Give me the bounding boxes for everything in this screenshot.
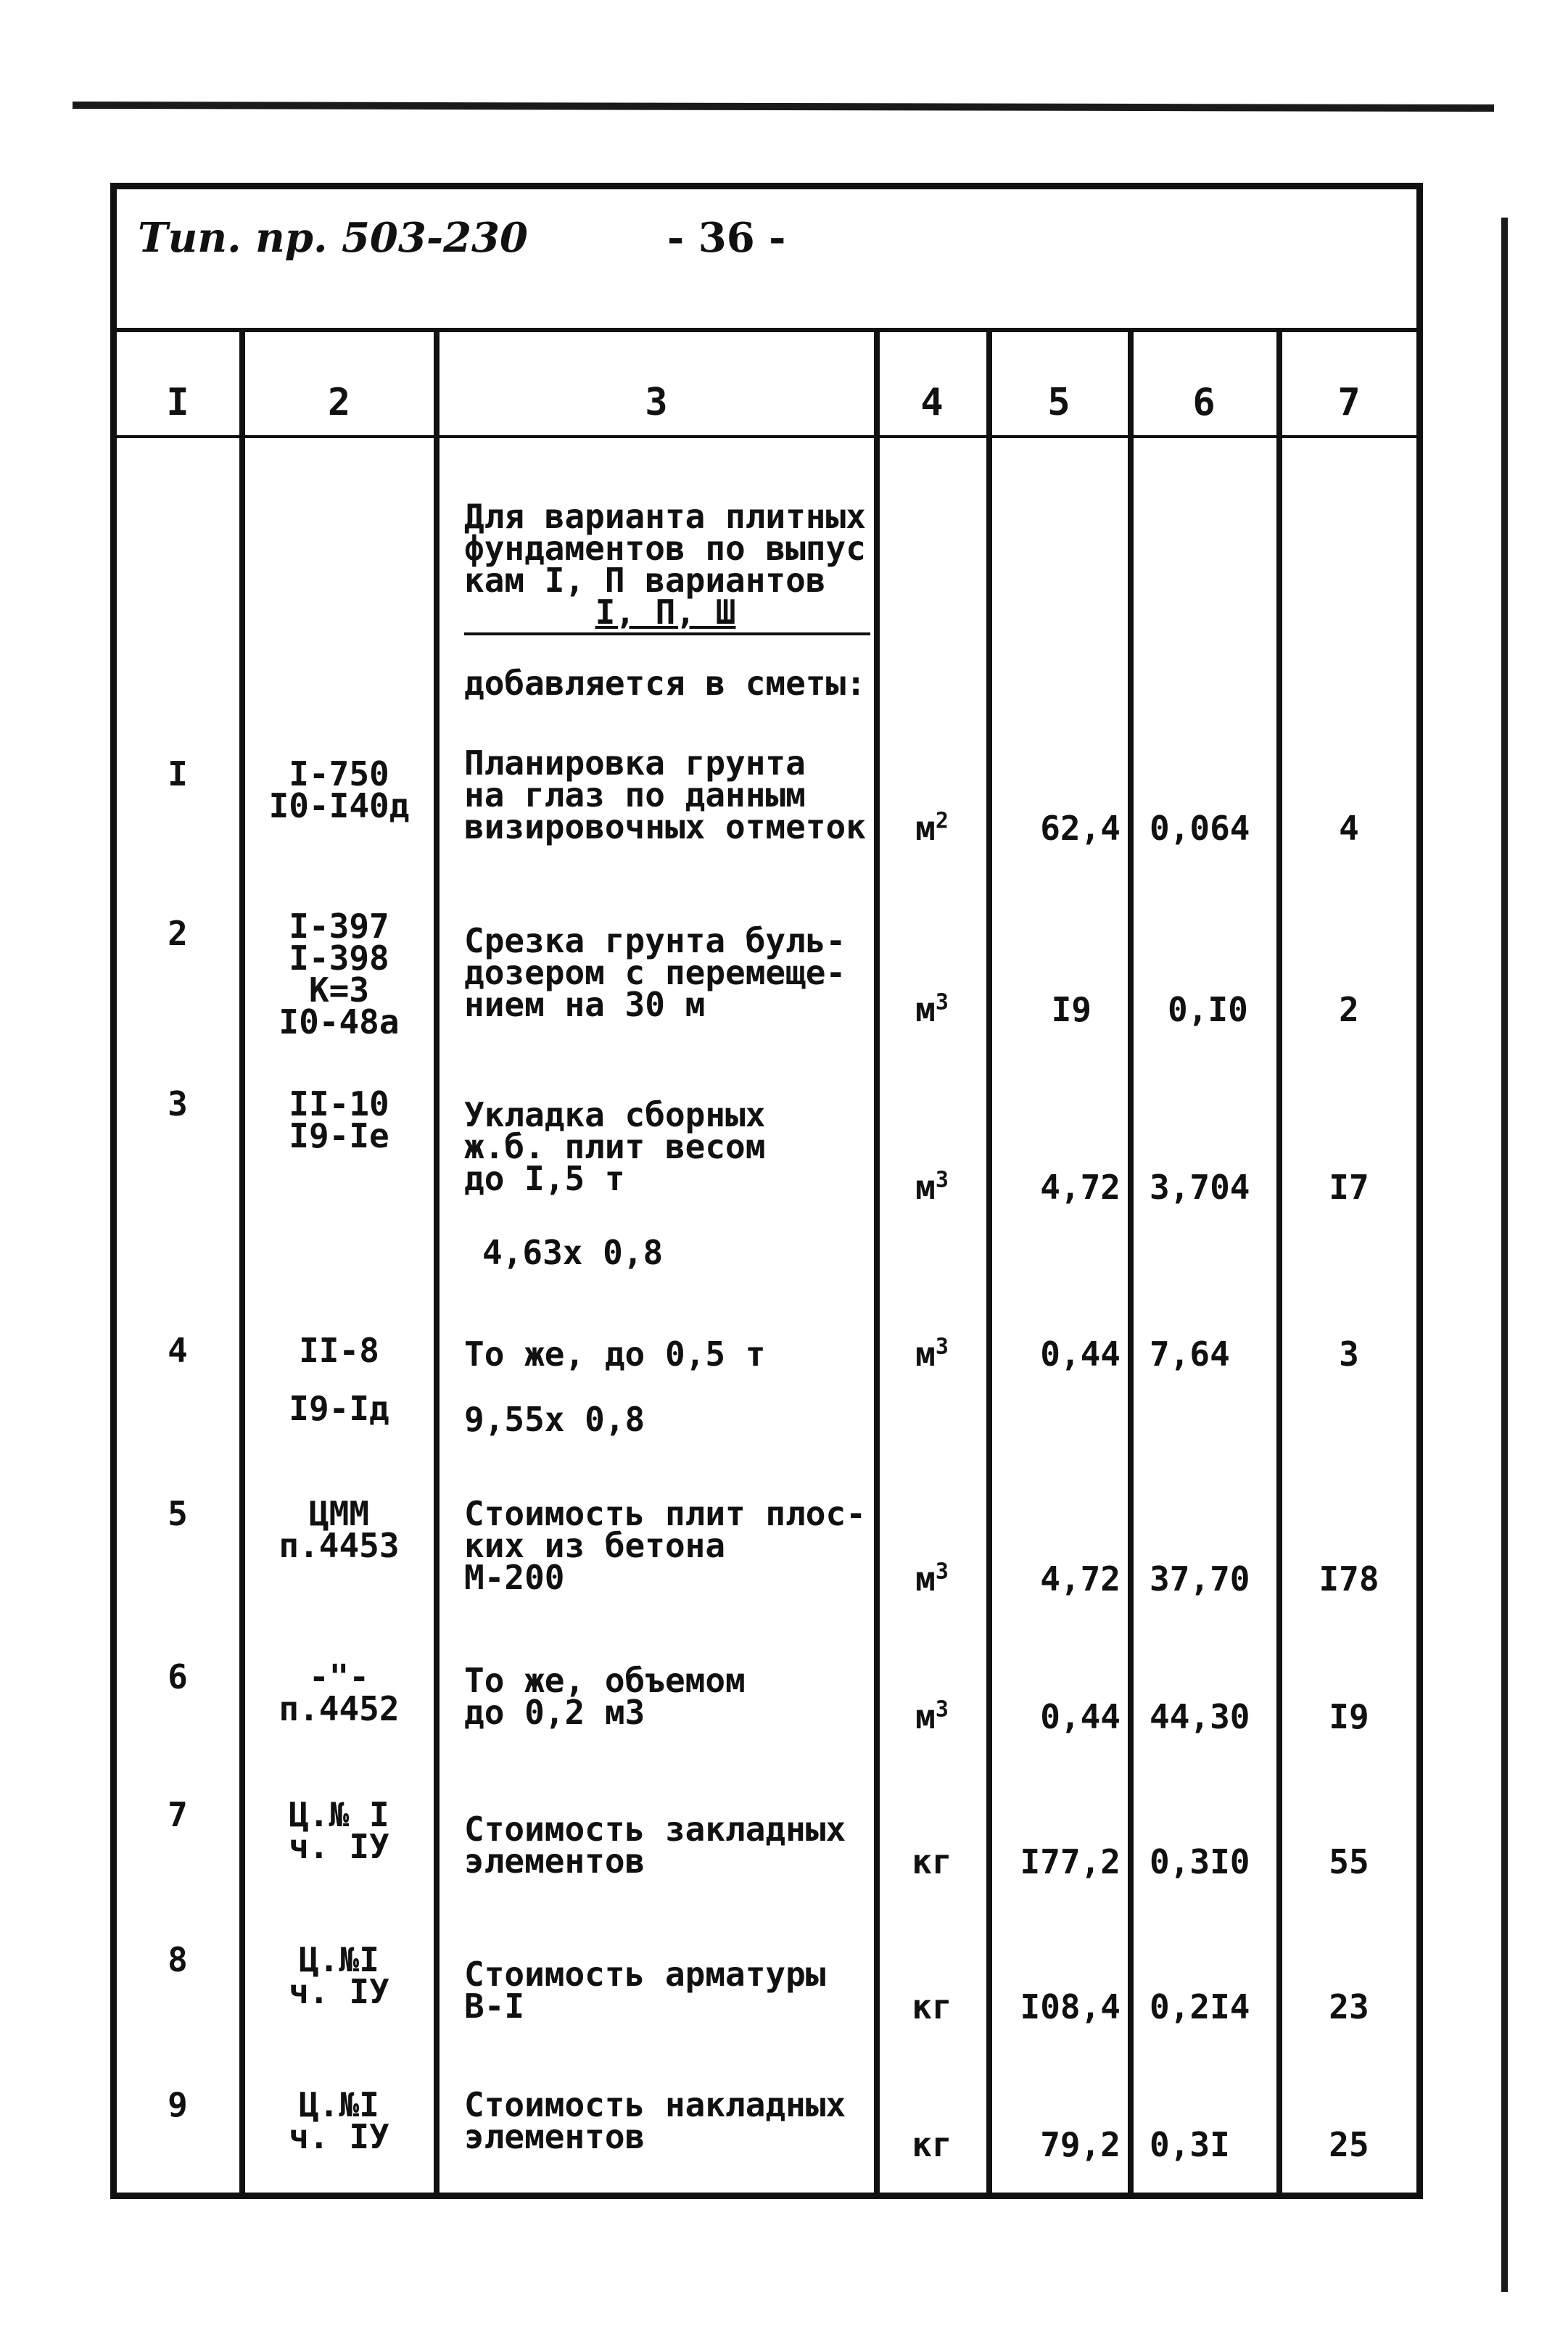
row-8-number: 8 (168, 1940, 188, 1979)
row-3-quantity: 4,72 (1040, 1168, 1121, 1207)
row-4-number: 4 (168, 1331, 188, 1370)
row-2-unit: $м^3$ (915, 989, 949, 1029)
column-header-5: 5 (1047, 381, 1070, 424)
row-1-total: 4 (1339, 809, 1359, 848)
right-margin-line (1501, 218, 1508, 2292)
row-6-code: -"- п.4452 (278, 1657, 400, 1728)
row-8-code: Ц.№I ч. IУ (289, 1940, 389, 2011)
row-8-unit: кг (912, 1987, 952, 2026)
row-5-unit: $м^3$ (915, 1559, 949, 1599)
row-1-quantity: 62,4 (1040, 809, 1121, 848)
row-1-unit-price: 0,064 (1150, 809, 1250, 848)
row-3-number: 3 (168, 1084, 188, 1123)
row-9-code: Ц.№I ч. IУ (289, 2085, 389, 2156)
col-divider-2 (434, 332, 440, 2196)
row-4-total: 3 (1339, 1335, 1359, 1374)
row-2-description: Срезка грунта буль- дозером с перемеще- нием на 30 м (464, 921, 846, 1024)
row-2-unit-price: 0,I0 (1168, 990, 1248, 1029)
document-code: Тип. пр. 503-230 (138, 214, 528, 262)
row-2-number: 2 (168, 914, 188, 953)
row-3-unit-price: 3,704 (1150, 1168, 1250, 1207)
row-5-unit-price: 37,70 (1150, 1559, 1250, 1599)
row-4-unit: $м^3$ (915, 1334, 949, 1374)
col-divider-3 (874, 332, 880, 2196)
row-9-unit: кг (912, 2125, 952, 2164)
row-1-code: I-750 I0-I40д (268, 754, 410, 825)
section-title-last-line: I, П, Ш (595, 593, 736, 632)
page-number: - 36 - (667, 214, 786, 262)
row-8-quantity: I08,4 (1020, 1987, 1121, 2026)
row-4-calculation: 9,55х 0,8 (464, 1400, 645, 1439)
row-9-total: 25 (1329, 2125, 1369, 2164)
col-divider-6 (1276, 332, 1282, 2196)
row-7-code: Ц.№ I ч. IУ (289, 1795, 389, 1866)
row-6-unit: $м^3$ (915, 1696, 949, 1736)
row-3-total: I7 (1329, 1168, 1369, 1207)
column-header-2: 2 (327, 381, 351, 424)
row-4-code: II-8 (299, 1331, 379, 1370)
column-header-divider (116, 435, 1418, 438)
row-2-total: 2 (1339, 990, 1359, 1029)
row-9-description: Стоимость накладных элементов (464, 2085, 846, 2156)
row-6-description: То же, объемом до 0,2 м3 (464, 1661, 746, 1732)
col-divider-5 (1128, 332, 1134, 2196)
section-subtitle: добавляется в сметы: (464, 664, 866, 703)
row-7-quantity: I77,2 (1020, 1842, 1121, 1881)
col-divider-1 (239, 332, 245, 2196)
row-2-quantity: I9 (1051, 990, 1092, 1029)
section-title-underline (464, 632, 870, 635)
row-4-unit-price: 7,64 (1150, 1335, 1230, 1374)
row-6-total: I9 (1329, 1697, 1369, 1736)
row-9-unit-price: 0,3I (1150, 2125, 1230, 2164)
row-6-quantity: 0,44 (1040, 1697, 1121, 1736)
row-4-description: То же, до 0,5 т (464, 1335, 766, 1374)
section-title: Для варианта плитных фундаментов по выпус кам I, П вариантов (464, 497, 866, 600)
column-header-6: 6 (1192, 381, 1216, 424)
row-1-number: I (168, 754, 188, 793)
column-header-3: 3 (645, 381, 668, 424)
row-1-description: Планировка грунта на глаз по данным визировочных отметок (464, 743, 866, 846)
row-9-quantity: 79,2 (1040, 2125, 1121, 2164)
row-7-unit: кг (912, 1842, 952, 1881)
row-7-unit-price: 0,3I0 (1150, 1842, 1250, 1881)
row-8-description: Стоимость арматуры В-I (464, 1955, 826, 2026)
row-7-description: Стоимость закладных элементов (464, 1810, 846, 1881)
header-divider (116, 328, 1418, 332)
col-divider-4 (986, 332, 992, 2196)
row-3-description: Укладка сборных ж.б. плит весом до I,5 т (464, 1095, 766, 1198)
top-rule (73, 102, 1494, 112)
column-header-7: 7 (1337, 381, 1361, 424)
column-header-4: 4 (920, 381, 944, 424)
row-3-unit: $м^3$ (915, 1167, 949, 1207)
row-6-unit-price: 44,30 (1150, 1697, 1250, 1736)
row-4-code-2: I9-Iд (289, 1389, 389, 1428)
row-3-code: II-10 I9-Iе (289, 1084, 389, 1155)
row-2-code: I-397 I-398 К=3 I0-48а (278, 907, 400, 1041)
row-1-unit: $м^2$ (915, 808, 949, 848)
row-5-number: 5 (168, 1494, 188, 1533)
row-9-number: 9 (168, 2085, 188, 2124)
row-6-number: 6 (168, 1657, 188, 1696)
row-5-total: I78 (1319, 1559, 1379, 1599)
row-7-number: 7 (168, 1795, 188, 1834)
row-5-description: Стоимость плит плос- ких из бетона М-200 (464, 1494, 866, 1597)
row-4-quantity: 0,44 (1040, 1335, 1121, 1374)
column-header-1: I (166, 381, 189, 424)
row-8-total: 23 (1329, 1987, 1369, 2026)
row-5-quantity: 4,72 (1040, 1559, 1121, 1599)
row-5-code: ЦММ п.4453 (278, 1494, 400, 1565)
row-3-calculation: 4,63х 0,8 (482, 1233, 664, 1272)
row-7-total: 55 (1329, 1842, 1369, 1881)
row-8-unit-price: 0,2I4 (1150, 1987, 1250, 2026)
